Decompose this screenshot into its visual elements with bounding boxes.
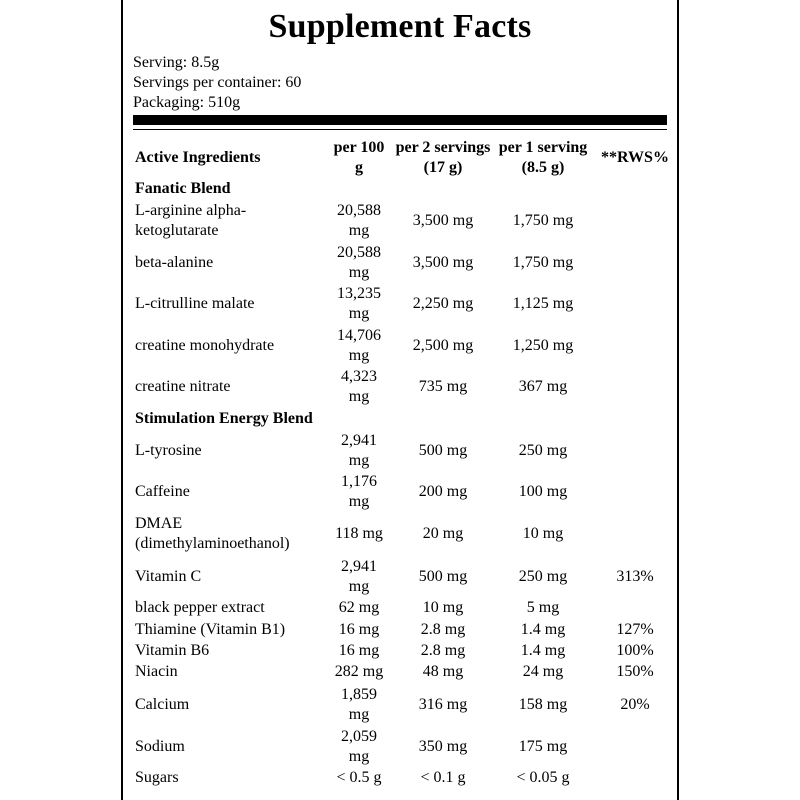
value-per-1-serving: 10 mg <box>522 525 564 542</box>
panel-title: Supplement Facts <box>268 8 532 45</box>
value-per-2-servings: 48 mg <box>422 663 464 680</box>
value-per-100g: 118 mg <box>335 525 383 542</box>
value-per-1-serving: 100 mg <box>518 483 568 500</box>
value-per-100g: 14,706 mg <box>337 327 381 364</box>
section-fanatic-blend: Fanatic Blend <box>135 180 231 197</box>
ingredient-name: Vitamin B6 <box>135 642 210 659</box>
ingredient-name: L-tyrosine <box>135 442 202 459</box>
servings-per-container: Servings per container: 60 <box>133 74 302 91</box>
supplement-facts-panel <box>121 0 679 800</box>
serving-size: Serving: 8.5g <box>133 54 220 71</box>
value-per-1-serving: 158 mg <box>518 696 568 713</box>
value-per-1-serving: 24 mg <box>522 663 564 680</box>
value-per-2-servings: 10 mg <box>422 599 464 616</box>
header-per-1-serving: per 1 serving (8.5 g) <box>498 139 588 176</box>
value-per-1-serving: 1.4 mg <box>520 642 566 659</box>
ingredient-name: DMAE (dimethylaminoethanol) <box>135 515 290 552</box>
value-per-2-servings: 3,500 mg <box>412 254 474 271</box>
value-per-2-servings: 735 mg <box>418 378 468 395</box>
value-per-2-servings: 500 mg <box>418 568 468 585</box>
value-per-100g: 13,235 mg <box>337 285 381 322</box>
value-per-2-servings: 2,250 mg <box>412 295 474 312</box>
value-per-100g: 20,588 mg <box>337 202 381 239</box>
ingredient-name: creatine nitrate <box>135 378 231 395</box>
value-per-1-serving: 1,125 mg <box>512 295 574 312</box>
ingredient-name: Vitamin C <box>135 568 202 585</box>
value-per-100g: 1,859 mg <box>341 686 377 723</box>
ingredient-name: Thiamine (Vitamin B1) <box>135 621 286 638</box>
value-per-100g: 282 mg <box>334 663 384 680</box>
value-per-2-servings: 316 mg <box>418 696 468 713</box>
ingredient-name: creatine monohydrate <box>135 337 275 354</box>
header-per-2-servings: per 2 servings (17 g) <box>395 139 491 176</box>
value-per-1-serving: 250 mg <box>518 442 568 459</box>
header-rws: **RWS% <box>601 149 669 166</box>
value-per-100g: < 0.5 g <box>336 769 382 786</box>
header-active-ingredients: Active Ingredients <box>135 149 261 166</box>
value-per-100g: 2,941 mg <box>341 558 377 595</box>
value-per-100g: 2,941 mg <box>341 432 377 469</box>
value-per-1-serving: 1,250 mg <box>512 337 574 354</box>
value-per-1-serving: 250 mg <box>518 568 568 585</box>
value-per-1-serving: 1.4 mg <box>520 621 566 638</box>
ingredient-name: Sugars <box>135 769 179 786</box>
value-per-2-servings: 20 mg <box>422 525 464 542</box>
value-per-2-servings: 2.8 mg <box>420 642 466 659</box>
thick-divider <box>133 115 667 125</box>
ingredient-name: beta-alanine <box>135 254 214 271</box>
value-rws: 313% <box>616 568 654 585</box>
value-per-2-servings: 350 mg <box>418 738 468 755</box>
value-per-100g: 1,176 mg <box>341 473 377 510</box>
ingredient-name: Calcium <box>135 696 190 713</box>
value-per-100g: 4,323 mg <box>341 368 377 405</box>
value-rws: 127% <box>616 621 654 638</box>
value-per-1-serving: 1,750 mg <box>512 212 574 229</box>
packaging: Packaging: 510g <box>133 94 241 111</box>
value-per-100g: 16 mg <box>338 621 380 638</box>
ingredient-name: Caffeine <box>135 483 190 500</box>
ingredient-name: L-arginine alpha- ketoglutarate <box>135 202 247 239</box>
value-per-1-serving: 1,750 mg <box>512 254 574 271</box>
value-per-2-servings: 3,500 mg <box>412 212 474 229</box>
section-stimulation-energy-blend: Stimulation Energy Blend <box>135 410 313 427</box>
value-rws: 20% <box>620 696 650 713</box>
value-per-1-serving: 175 mg <box>518 738 568 755</box>
value-per-100g: 16 mg <box>338 642 380 659</box>
value-per-2-servings: < 0.1 g <box>420 769 466 786</box>
ingredient-name: black pepper extract <box>135 599 265 616</box>
value-rws: 100% <box>616 642 654 659</box>
value-per-2-servings: 2.8 mg <box>420 621 466 638</box>
value-per-100g: 62 mg <box>338 599 380 616</box>
thin-divider <box>133 129 667 130</box>
ingredient-name: Niacin <box>135 663 178 680</box>
ingredient-name: L-citrulline malate <box>135 295 255 312</box>
value-per-1-serving: < 0.05 g <box>516 769 570 786</box>
serving-info <box>133 53 301 113</box>
value-per-100g: 2,059 mg <box>341 728 377 765</box>
value-per-2-servings: 200 mg <box>418 483 468 500</box>
value-per-100g: 20,588 mg <box>337 244 381 281</box>
ingredient-name: Sodium <box>135 738 185 755</box>
value-rws: 150% <box>616 663 654 680</box>
value-per-2-servings: 500 mg <box>418 442 468 459</box>
header-per-100g: per 100 g <box>333 139 385 176</box>
value-per-1-serving: 5 mg <box>526 599 560 616</box>
value-per-2-servings: 2,500 mg <box>412 337 474 354</box>
value-per-1-serving: 367 mg <box>518 378 568 395</box>
